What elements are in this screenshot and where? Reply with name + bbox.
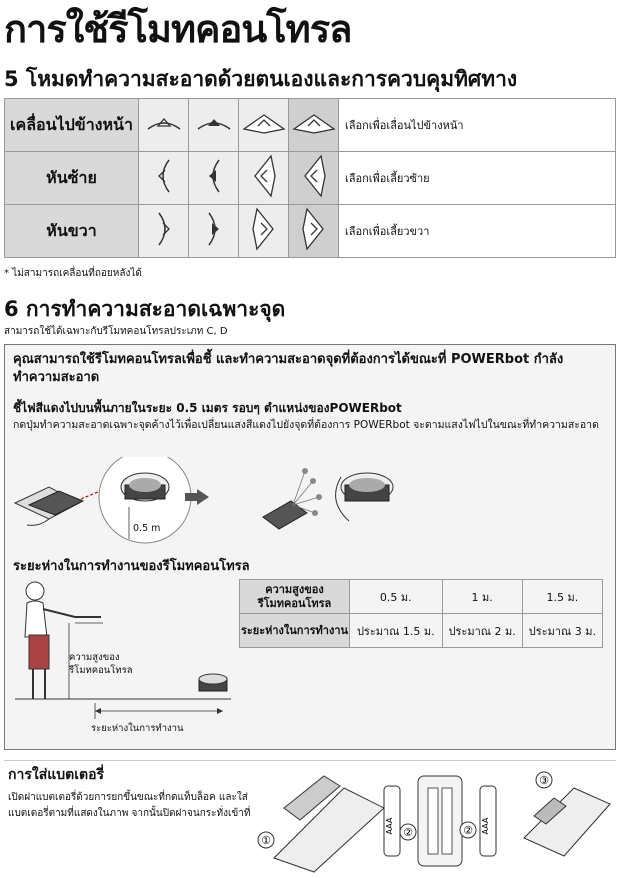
remote-closed-cover-icon xyxy=(524,788,610,856)
distance-header: ระยะห่างในการทำงาน xyxy=(240,614,350,648)
arrow-left-icon xyxy=(139,152,189,205)
remote-icon xyxy=(263,501,307,529)
direction-table xyxy=(4,98,616,258)
row-label: เคลื่อนไปข้างหน้า xyxy=(5,99,139,152)
table-cell: 0.5 ม. xyxy=(350,580,443,614)
robot-icon xyxy=(199,674,227,691)
instruction-heading: ชี้ไฟสีแดงไปบนพื้นภายในระยะ 0.5 เมตร รอบๆ ตำแหน่งของPOWERbot xyxy=(13,401,402,415)
robot-icon xyxy=(341,473,393,501)
arrow-forward-icon xyxy=(239,99,289,152)
table-row xyxy=(5,205,616,258)
row-description: เลือกเพื่อเลี้ยวขวา xyxy=(339,205,616,258)
table-cell: ประมาณ 2 ม. xyxy=(442,614,522,648)
step-number: ③ xyxy=(539,774,549,787)
arrow-right-icon xyxy=(289,205,339,258)
spot-cleaning-box xyxy=(4,344,616,750)
row-description: เลือกเพื่อเลี้ยวซ้าย xyxy=(339,152,616,205)
remote-hand-icon xyxy=(15,487,83,525)
spot-cleaning-illustration xyxy=(9,457,409,547)
step-number: ① xyxy=(261,834,271,847)
battery-text: เปิดฝาแบตเตอรี่ด้วยการยกขึ้นขณะที่กดแท็บล็อค และใส่แบตเตอรี่ตามที่แสดงในภาพ จากนั้นปิดฝาจนกระทั่งเข้าที่ xyxy=(8,792,251,819)
radius-label: 0.5 m xyxy=(133,523,161,534)
row-description: เลือกเพื่อเลื่อนไปข้างหน้า xyxy=(339,99,616,152)
height-label: ความสูงของรีโมทคอนโทรล xyxy=(69,652,133,676)
arrow-forward-icon xyxy=(189,99,239,152)
arrow-right-icon xyxy=(239,205,289,258)
svg-text:AAA: AAA xyxy=(481,817,490,835)
battery-heading: การใส่แบตเตอรี่ xyxy=(8,767,105,783)
table-cell: 1.5 ม. xyxy=(522,580,602,614)
battery-icon xyxy=(384,786,400,856)
row-label: หันขวา xyxy=(5,205,139,258)
table-row xyxy=(5,152,616,205)
arrow-right-icon xyxy=(189,205,239,258)
distance-table xyxy=(239,579,603,648)
row-label: หันซ้าย xyxy=(5,152,139,205)
table-cell: ประมาณ 3 ม. xyxy=(522,614,602,648)
distance-label: ระยะห่างในการทำงาน xyxy=(91,723,184,734)
person-icon xyxy=(25,582,101,699)
section6-subtitle: สามารถใช้ได้เฉพาะกับรีโมทคอนโทรลประเภท C, D xyxy=(4,326,228,337)
page-title: การใช้รีโมทคอนโทรล xyxy=(4,7,352,51)
table-row xyxy=(240,580,603,614)
divider xyxy=(4,760,616,761)
table-cell: ประมาณ 1.5 ม. xyxy=(350,614,443,648)
remote-open-cover-icon xyxy=(274,776,384,872)
step-number: ② xyxy=(463,824,473,837)
section6-heading: 6 การทำความสะอาดเฉพาะจุด xyxy=(4,297,286,321)
arrow-forward-icon xyxy=(139,99,189,152)
battery-compartment-icon xyxy=(418,776,462,866)
table-row xyxy=(5,99,616,152)
battery-icon xyxy=(480,786,496,856)
height-header: ความสูงของรีโมทคอนโทรล xyxy=(240,580,350,614)
step-number: ② xyxy=(403,826,413,839)
distance-heading: ระยะห่างในการทำงานของรีโมทคอนโทรล xyxy=(13,559,250,574)
arrow-left-icon xyxy=(189,152,239,205)
arrow-forward-icon xyxy=(289,99,339,152)
section5-note: * ไม่สามารถเคลื่อนที่ถอยหลังได้ xyxy=(4,268,142,279)
battery-illustration xyxy=(254,768,614,874)
robot-icon xyxy=(121,473,169,501)
svg-text:AAA: AAA xyxy=(385,817,394,835)
arrow-left-icon xyxy=(289,152,339,205)
table-cell: 1 ม. xyxy=(442,580,522,614)
arrow-right-icon xyxy=(139,205,189,258)
section5-heading: 5 โหมดทำความสะอาดด้วยตนเองและการควบคุมทิศทาง xyxy=(4,67,518,91)
instruction-text: กดปุ่มทำความสะอาดเฉพาะจุดค้างไว้เพื่อเปลี่ยนแสงสีแดงไปยังจุดที่ต้องการ POWERbot จะตามแสงไฟไปในขณะที่ทำความสะอาด xyxy=(13,419,599,431)
arrow-left-icon xyxy=(239,152,289,205)
table-row xyxy=(240,614,603,648)
box-heading: คุณสามารถใช้รีโมทคอนโทรลเพื่อชี้ และทำความสะอาดจุดที่ต้องการได้ขณะที่ POWERbot กำลังทำความสะอาด xyxy=(13,352,564,385)
